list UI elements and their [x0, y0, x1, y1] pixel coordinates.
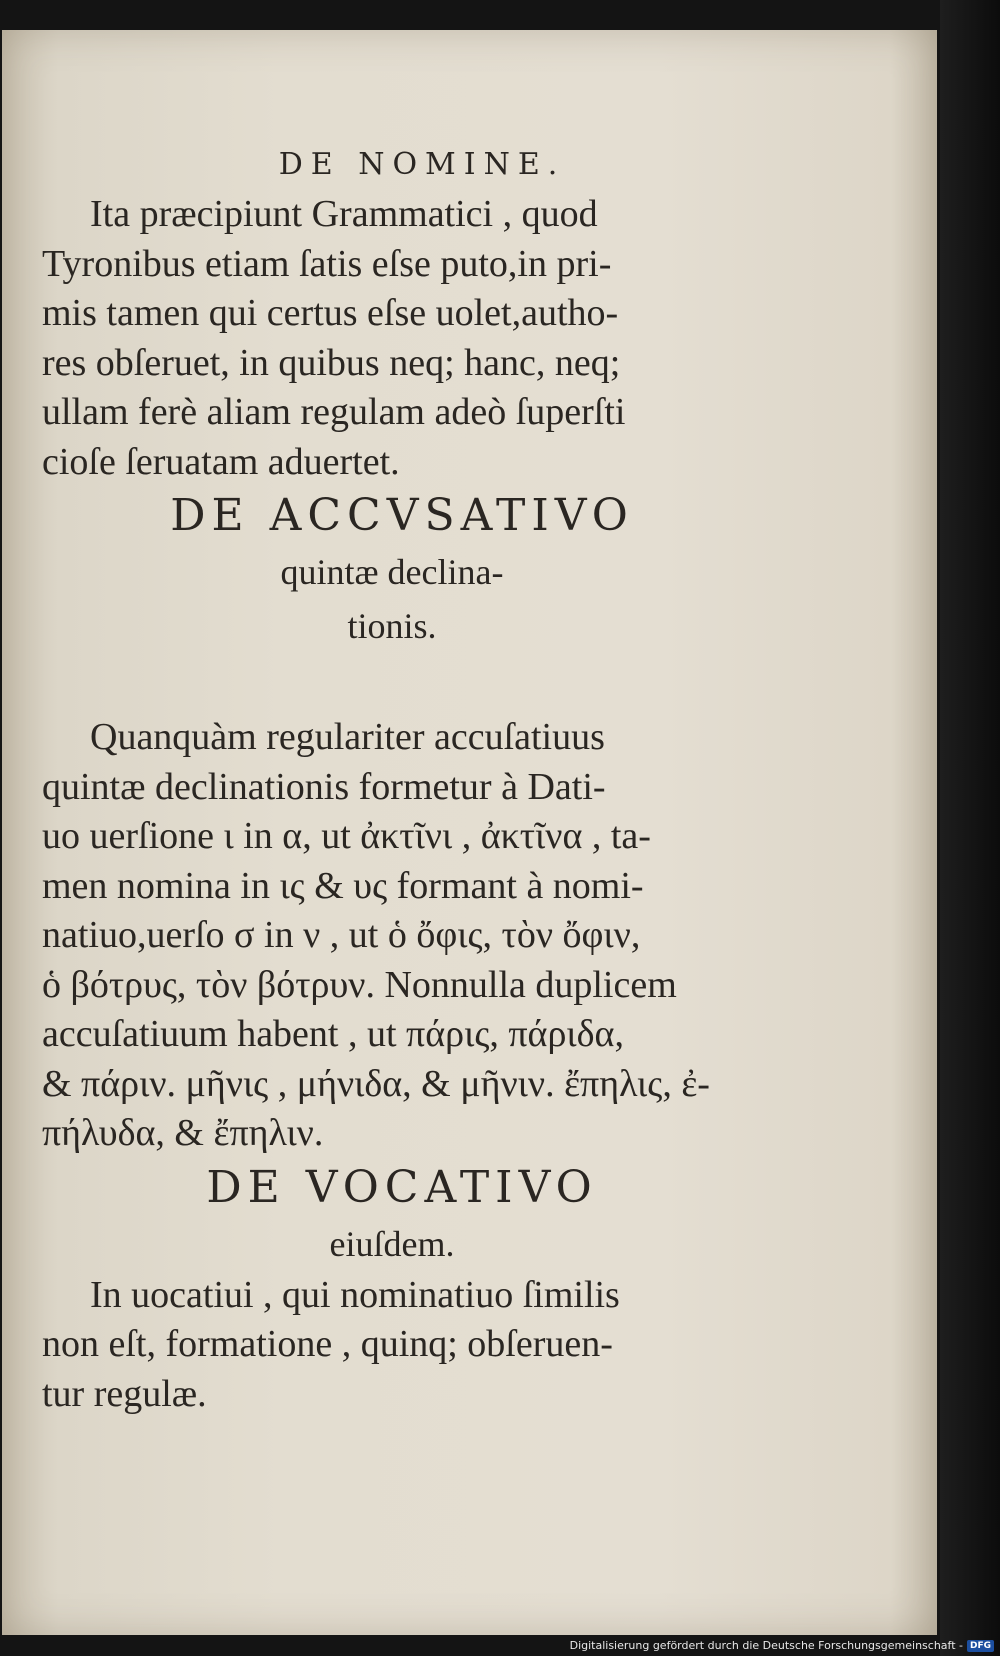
text-line: πήλυδα, & ἔπηλιν. [42, 1112, 324, 1154]
book-page [2, 30, 937, 1635]
text-line: mis tamen qui certus eſse uolet,autho- [42, 292, 619, 334]
text-line: res obſeruet, in quibus neq; hanc, neq; [42, 341, 621, 384]
text-line: men nomina in ις & υς formant à nomi- [42, 864, 644, 907]
text-line: Tyronibus etiam ſatis eſse puto,in pri- [42, 242, 612, 285]
section-heading: DE ACCVSATIVO [170, 490, 634, 541]
text-line: ullam ferè aliam regulam adeò ſuperſti [42, 391, 626, 433]
text-line: non eſt, formatione , quinq; obſeruen- [42, 1323, 613, 1365]
credit-text: Digitalisierung gefördert durch die Deutsche Forschungsgemeinschaft - [569, 1639, 963, 1652]
text-line: & πάριν. μῆνις , μήνιδα, & μῆνιν. ἔπηλις, ἐ- [42, 1062, 710, 1105]
text-line: quintæ declinationis formetur à Dati- [42, 765, 606, 808]
text-line: ὁ βότρυς, τὸν βότρυν. Nonnulla duplicem [42, 963, 677, 1006]
section-subheading: quintæ declina- [280, 552, 504, 592]
page-text [42, 115, 742, 1419]
section-heading: DE VOCATIVO [206, 1161, 598, 1213]
running-head: DE NOMINE. [278, 147, 566, 182]
text-line: natiuo,uerſo σ in ν , ut ὁ ὄφις, τὸν ὄφιν, [42, 914, 641, 956]
text-line: In uocatiui , qui nominatiuo ſimilis [90, 1273, 620, 1316]
book-spine [940, 0, 1000, 1656]
section-subheading: tionis. [347, 606, 437, 646]
text-line: tur regulæ. [42, 1372, 207, 1415]
text-line: Quanquàm regulariter accuſatiuus [90, 716, 605, 758]
text-line: accuſatiuum habent , ut πάρις, πάριδα, [42, 1013, 624, 1055]
text-line: uo uerſione ι in α, ut ἀκτῖνι , ἀκτῖνα , ta- [42, 815, 651, 857]
dfg-logo: DFG [967, 1640, 994, 1652]
section-subheading: eiuſdem. [329, 1223, 455, 1264]
digitization-credit [570, 1639, 994, 1652]
text-line: cioſe ſeruatam aduertet. [42, 440, 400, 483]
text-line: Ita præcipiunt Grammatici , quod [90, 193, 598, 235]
